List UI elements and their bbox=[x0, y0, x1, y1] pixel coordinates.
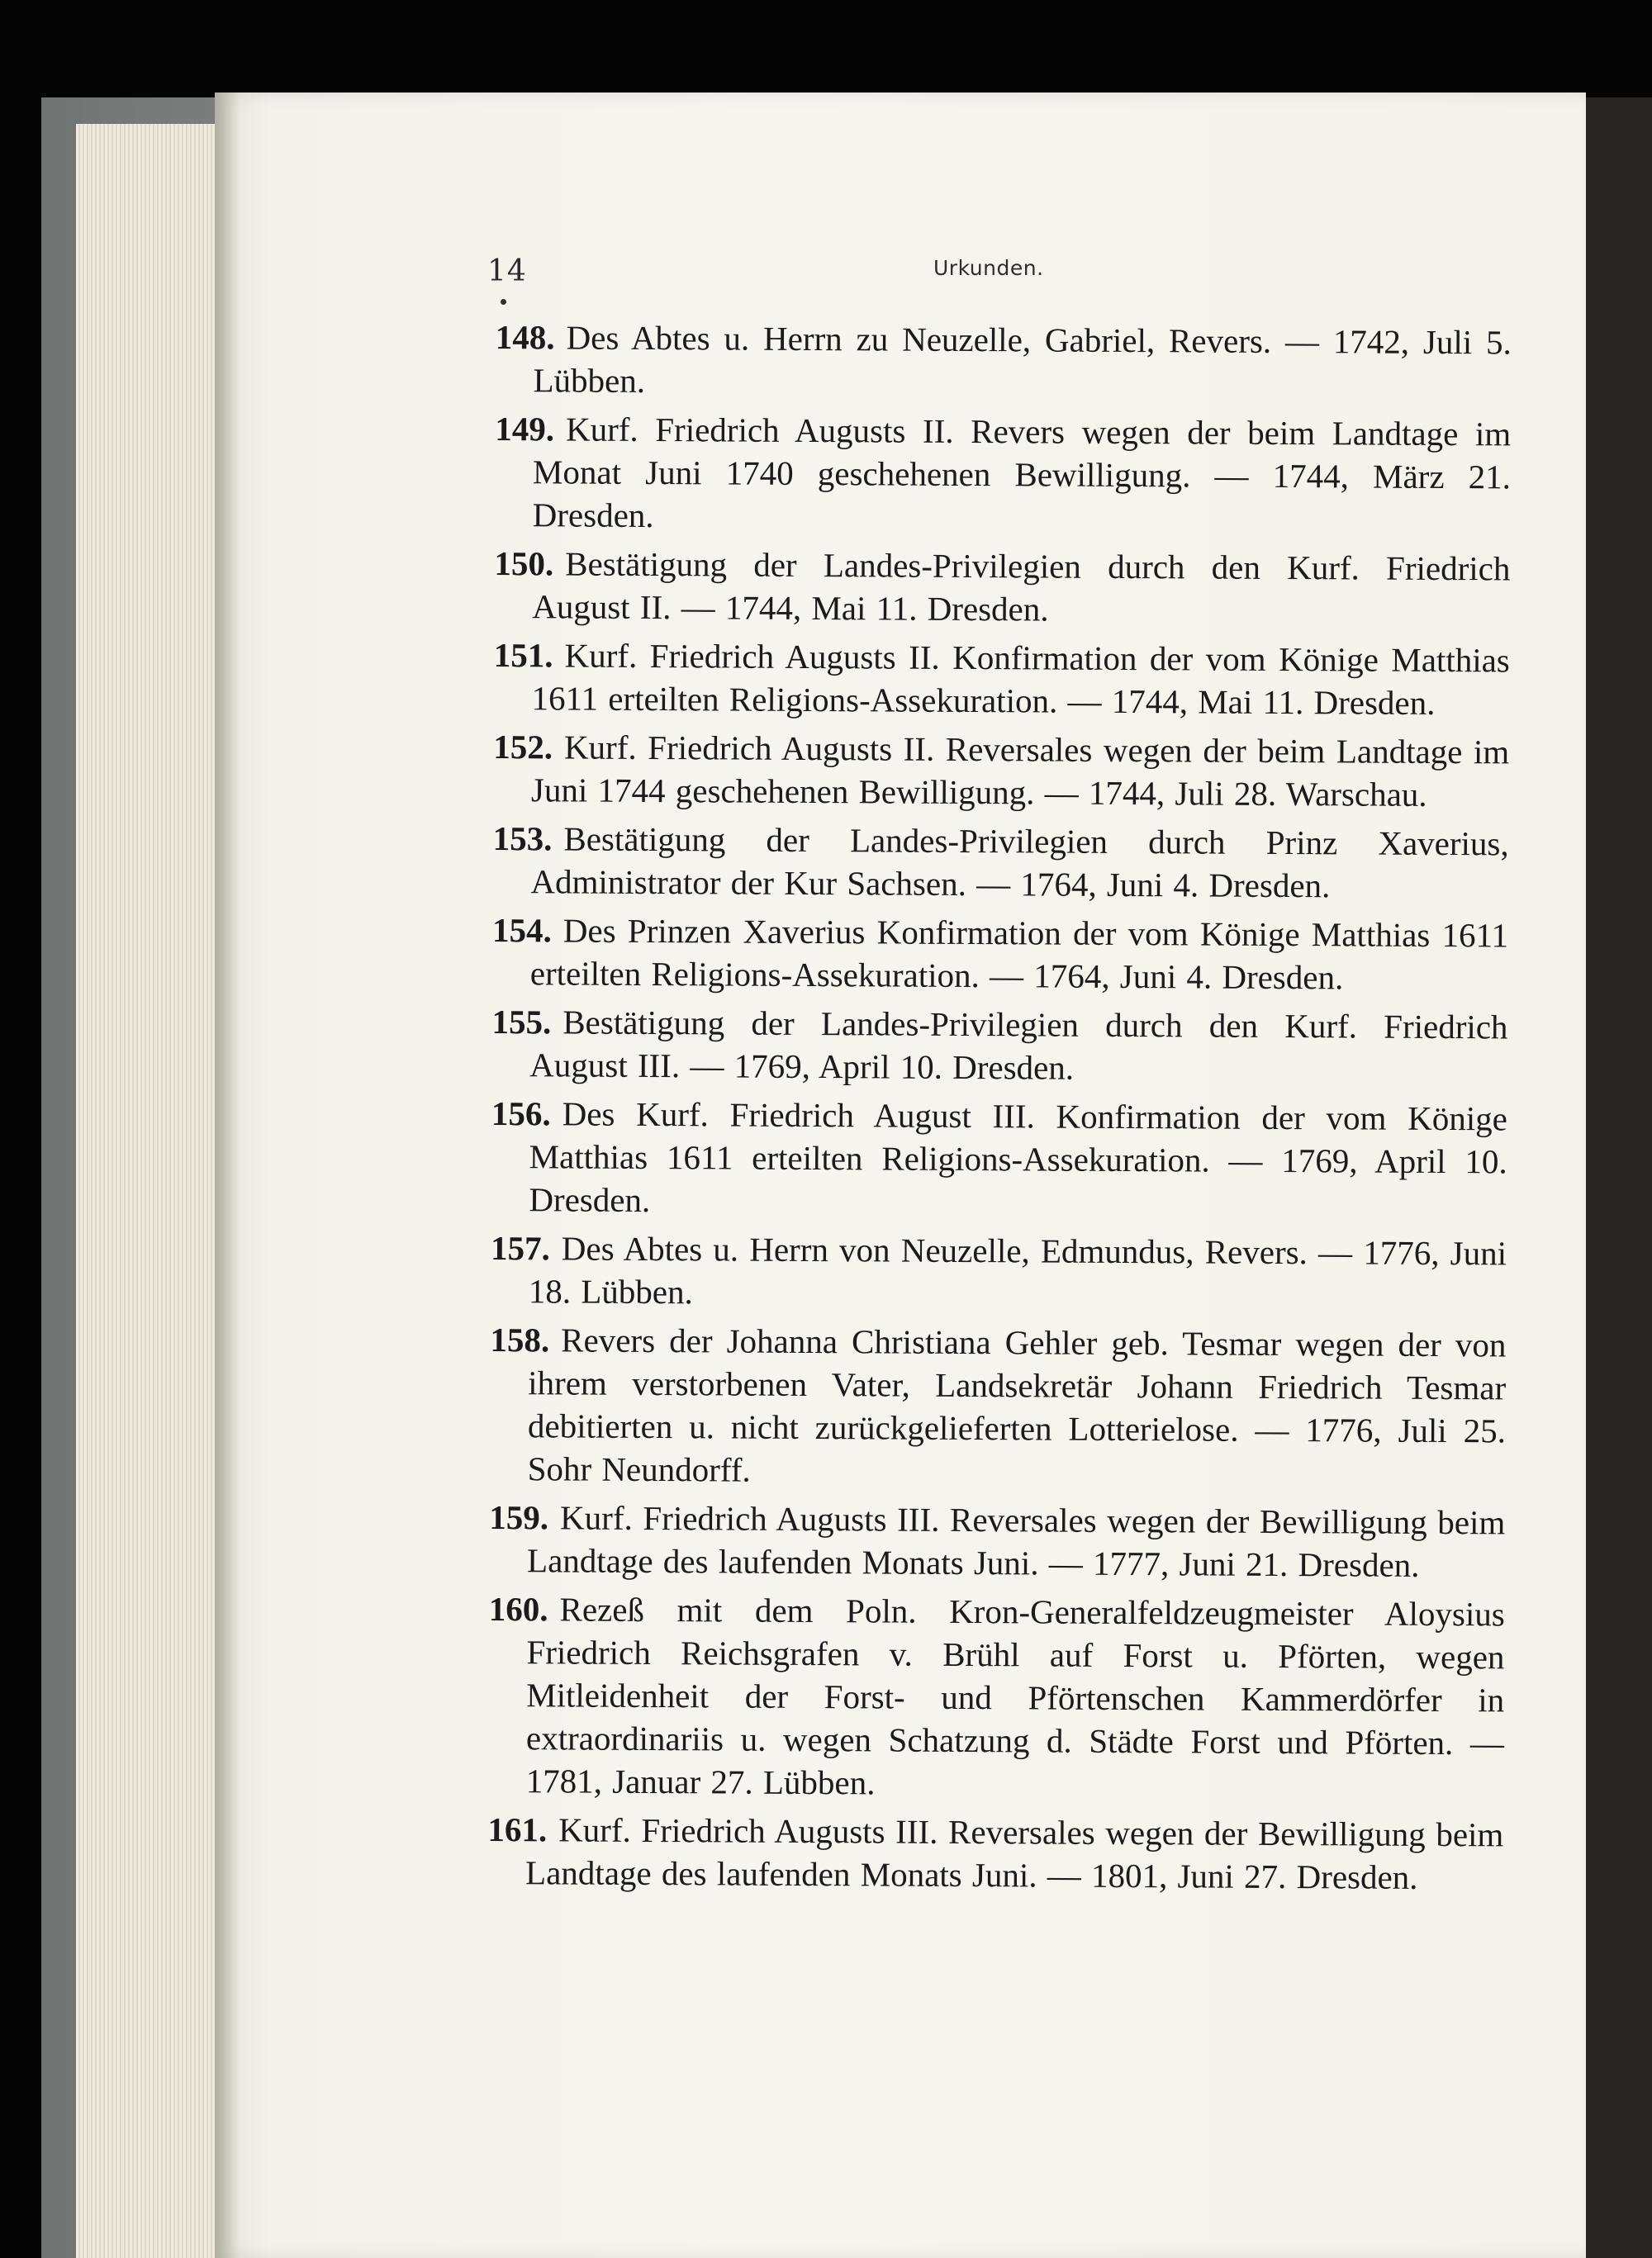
entry-152 bbox=[493, 725, 1510, 816]
ink-dot bbox=[501, 299, 506, 305]
entry-number: 154. bbox=[491, 910, 552, 950]
entry-160 bbox=[488, 1587, 1505, 1807]
entry-text: Bestätigung der Landes-Privilegien durch Prinz Xaverius, Administrator der Kur Sachsen. — 1764, Juni 4. Dresden. bbox=[530, 819, 1509, 905]
document-entries bbox=[487, 315, 1512, 1905]
entry-text: Kurf. Friedrich Augusts III. Reversales wegen der Bewilligung beim Landtage des laufenden Monats Juni. — 1777, Juni 21. Dresden. bbox=[526, 1498, 1506, 1584]
entry-151 bbox=[493, 633, 1510, 724]
entry-text: Kurf. Friedrich Augusts II. Revers wegen der beim Landtage im Monat Juni 1740 geschehenen Bewilligung. — 1744, März 21. Dresden. bbox=[532, 410, 1512, 535]
entry-155 bbox=[491, 1000, 1508, 1091]
entry-number: 148. bbox=[495, 317, 555, 357]
page-header-title: Urkunden. bbox=[933, 256, 1044, 280]
entry-text: Kurf. Friedrich Augusts III. Reversales wegen der Bewilligung beim Landtage des laufenden Monats Juni. — 1801, Juni 27. Dresden. bbox=[525, 1810, 1504, 1896]
entry-number: 159. bbox=[489, 1497, 549, 1537]
entry-number: 153. bbox=[492, 818, 553, 858]
page-number: 14 bbox=[487, 254, 527, 288]
entry-156 bbox=[491, 1092, 1507, 1226]
entry-text: Bestätigung der Landes-Privilegien durch den Kurf. Friedrich August II. — 1744, Mai 11. Dresden. bbox=[532, 544, 1511, 629]
entry-text: Bestätigung der Landes-Privilegien durch den Kurf. Friedrich August III. — 1769, April 10. Dresden. bbox=[529, 1003, 1508, 1087]
running-head bbox=[487, 248, 1231, 289]
entry-text: Des Abtes u. Herrn zu Neuzelle, Gabriel, Revers. — 1742, Juli 5. Lübben. bbox=[533, 318, 1512, 400]
entry-number: 157. bbox=[490, 1228, 550, 1268]
entry-149 bbox=[495, 407, 1512, 541]
entry-text: Des Abtes u. Herrn von Neuzelle, Edmundus, Revers. — 1776, Juni 18. Lübben. bbox=[528, 1229, 1507, 1312]
entry-number: 156. bbox=[491, 1093, 551, 1133]
page-gutter-shadow bbox=[215, 93, 240, 2258]
entry-number: 161. bbox=[487, 1810, 548, 1849]
page-edges bbox=[76, 124, 225, 2258]
entry-text: Des Kurf. Friedrich August III. Konfirmation der vom Könige Matthias 1611 erteilten Religions-Assekuration. — 1769, April 10. Dresden. bbox=[529, 1094, 1508, 1219]
entry-number: 149. bbox=[495, 409, 555, 448]
entry-number: 158. bbox=[490, 1320, 550, 1359]
entry-text: Des Prinzen Xaverius Konfirmation der vom Könige Matthias 1611 erteilten Religions-Assekuration. — 1764, Juni 4. Dresden. bbox=[529, 911, 1509, 997]
entry-text: Kurf. Friedrich Augusts II. Konfirmation der vom Könige Matthias 1611 erteilten Religions-Assekuration. — 1744, Mai 11. Dresden. bbox=[531, 636, 1510, 722]
entry-150 bbox=[494, 542, 1511, 633]
entry-158 bbox=[490, 1318, 1507, 1495]
entry-number: 151. bbox=[493, 635, 553, 675]
entry-148 bbox=[495, 315, 1512, 406]
entry-number: 155. bbox=[491, 1002, 552, 1041]
entry-text: Kurf. Friedrich Augusts II. Reversales wegen der beim Landtage im Juni 1744 geschehenen Bewilligung. — 1744, Juli 28. Warschau. bbox=[530, 728, 1510, 814]
entry-157 bbox=[491, 1226, 1507, 1317]
entry-154 bbox=[492, 908, 1509, 999]
entry-text: Rezeß mit dem Poln. Kron-Generalfeldzeugmeister Aloysius Friedrich Reichsgrafen v. Brühl auf Forst u. Pförten, wegen Mitleidenheit der Forst- und Pförtenschen Kammerdörfer in extraordinariis u. wegen Schatzung d. Städte Forst und Pförten. — 1781, Januar 27. Lübben. bbox=[525, 1590, 1505, 1802]
entry-161 bbox=[487, 1808, 1504, 1899]
entry-number: 152. bbox=[493, 727, 553, 766]
entry-number: 150. bbox=[494, 543, 554, 583]
entry-text: Revers der Johanna Christiana Gehler geb. Tesmar wegen der von ihrem verstorbenen Vater, Landsekretär Johann Friedrich Tesmar debitierten u. nicht zurückgelieferten Lotterielose. — 1776, Juli 25. Sohr Neundorff. bbox=[527, 1321, 1507, 1489]
entry-153 bbox=[492, 817, 1509, 908]
entry-159 bbox=[489, 1496, 1506, 1587]
book-cover-right-edge bbox=[1584, 97, 1652, 2258]
entry-number: 160. bbox=[488, 1589, 548, 1629]
